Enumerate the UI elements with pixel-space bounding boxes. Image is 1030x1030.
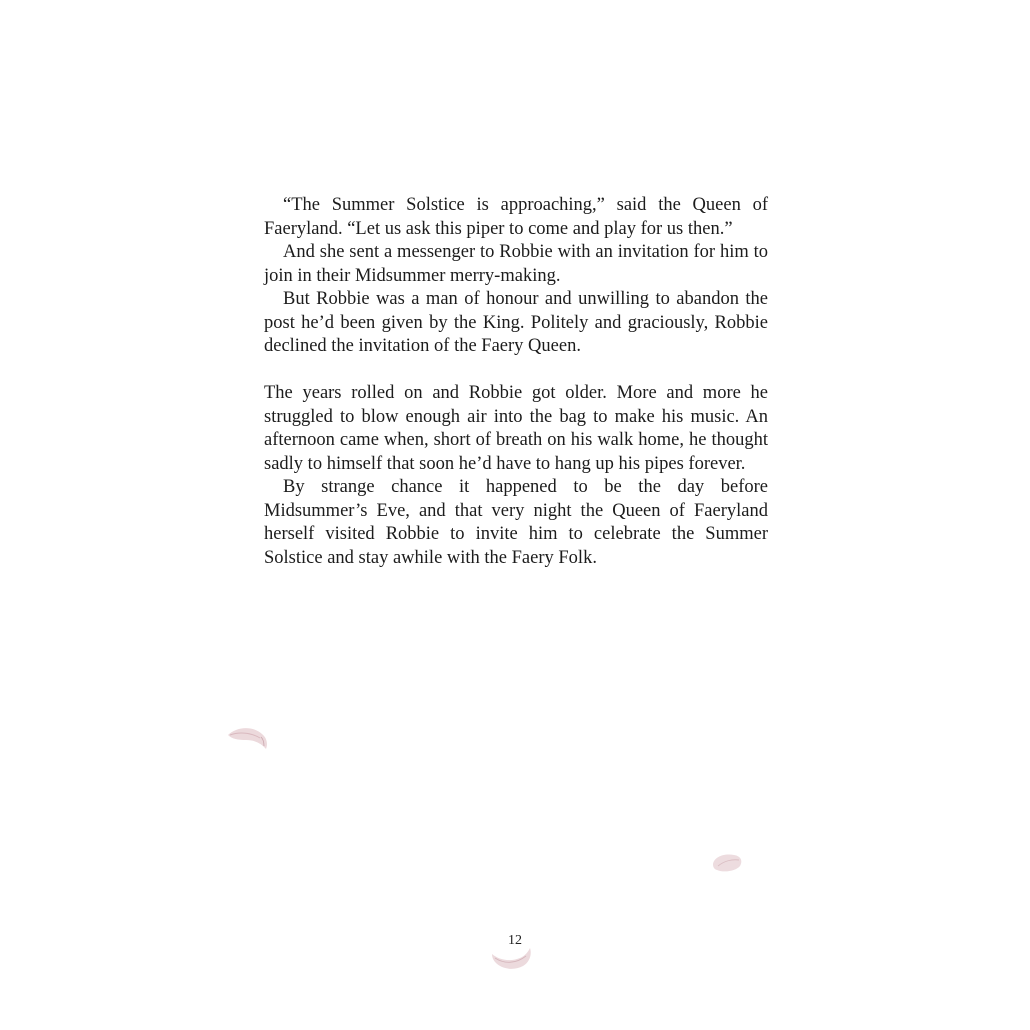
paragraph: And she sent a messenger to Robbie with an invitation for him to join in their Midsummer merry-making. bbox=[264, 242, 768, 286]
paragraph: By strange chance it happened to be the day before Midsummer’s Eve, and that very night the Queen of Faeryland herself visited Robbie to invite him to celebrate the Summer Solstice and stay awhile with the Faery Folk. bbox=[264, 477, 768, 568]
rose-petal-icon bbox=[226, 726, 270, 752]
paragraph: “The Summer Solstice is approaching,” said the Queen of Faeryland. “Let us ask this piper to come and play for us then.” bbox=[264, 195, 768, 239]
story-text bbox=[264, 194, 768, 570]
rose-petal-icon bbox=[710, 852, 744, 874]
page-number: 12 bbox=[508, 933, 522, 948]
paragraph: But Robbie was a man of honour and unwilling to abandon the post he’d been given by the King. Politely and graciously, Robbie declined the invitation of the Faery Queen. bbox=[264, 289, 768, 356]
paragraph: The years rolled on and Robbie got older. More and more he struggled to blow enough air into the bag to make his music. An afternoon came when, short of breath on his walk home, he thought sadly to himself that soon he’d have to hang up his pipes forever. bbox=[264, 383, 768, 474]
